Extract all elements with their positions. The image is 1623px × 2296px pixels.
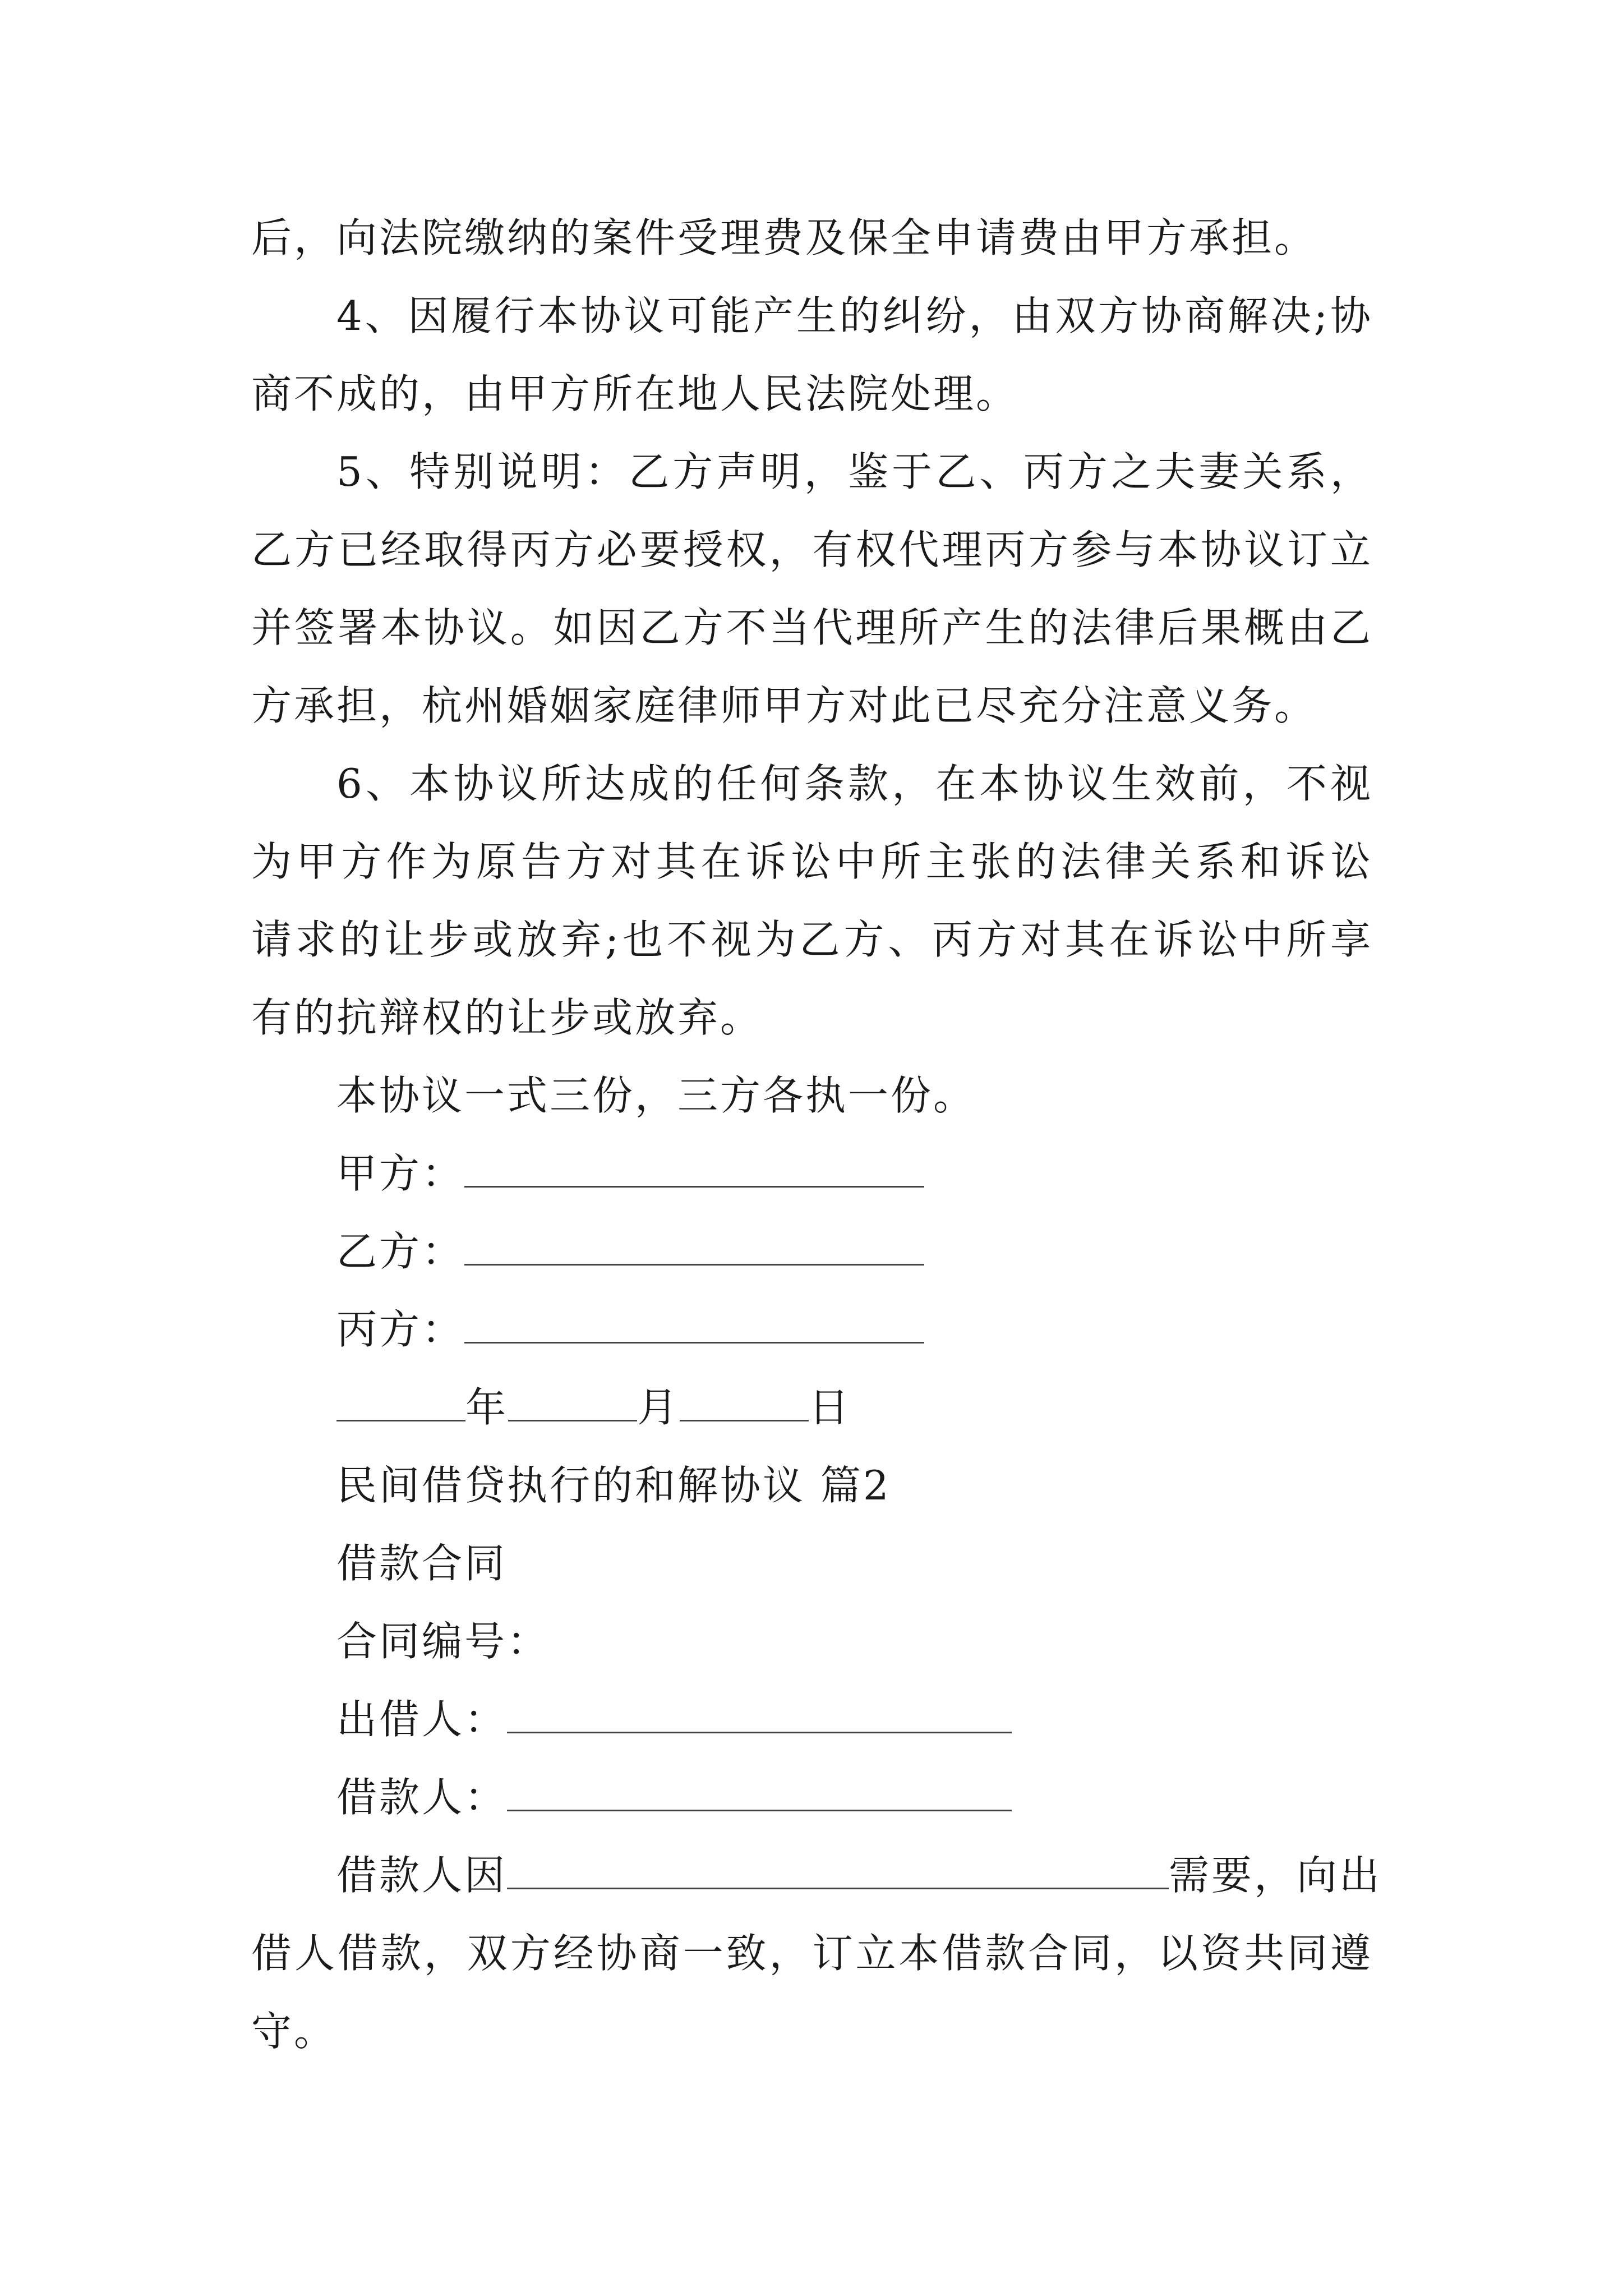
contract-title: 借款合同 bbox=[336, 1540, 508, 1587]
borrower-line bbox=[251, 1759, 1373, 1837]
day-blank bbox=[680, 1387, 809, 1421]
paragraph-line: 6、本协议所达成的任何条款，在本协议生效前，不视 bbox=[336, 760, 1373, 807]
paragraph-line: 乙方已经取得丙方必要授权，有权代理丙方参与本协议订立 bbox=[251, 526, 1373, 573]
reason-blank bbox=[507, 1855, 1169, 1889]
month-blank bbox=[508, 1387, 637, 1421]
year-blank bbox=[336, 1387, 465, 1421]
reason-line bbox=[251, 1837, 1382, 1915]
paragraph-line: 方承担，杭州婚姻家庭律师甲方对此已尽充分注意义务。 bbox=[251, 682, 1317, 729]
signature-party-a bbox=[251, 1135, 1373, 1213]
lender-label: 出借人： bbox=[336, 1696, 508, 1743]
month-label: 月 bbox=[637, 1384, 680, 1431]
reason-suffix: 需要，向出 bbox=[1169, 1852, 1382, 1899]
paragraph-line: 借人借款，双方经协商一致，订立本借款合同，以资共同遵 bbox=[251, 1930, 1373, 1977]
day-label: 日 bbox=[809, 1384, 852, 1431]
signature-party-c bbox=[251, 1291, 1373, 1369]
paragraph-line: 4、因履行本协议可能产生的纠纷，由双方协商解决;协 bbox=[336, 292, 1373, 339]
section-heading: 民间借贷执行的和解协议 篇2 bbox=[336, 1462, 891, 1509]
paragraph-line: 本协议一式三份，三方各执一份。 bbox=[336, 1072, 976, 1119]
lender-line bbox=[251, 1681, 1373, 1759]
date-line bbox=[251, 1369, 1373, 1447]
year-label: 年 bbox=[465, 1384, 509, 1431]
signature-party-b bbox=[251, 1213, 1373, 1291]
paragraph-line: 为甲方作为原告方对其在诉讼中所主张的法律关系和诉讼 bbox=[251, 838, 1373, 885]
party-a-signature-blank bbox=[464, 1153, 924, 1188]
borrower-label: 借款人： bbox=[336, 1774, 508, 1821]
party-c-label: 丙方： bbox=[336, 1306, 465, 1353]
paragraph-line: 守。 bbox=[251, 2008, 337, 2055]
paragraph-line: 请求的让步或放弃;也不视为乙方、丙方对其在诉讼中所享 bbox=[251, 916, 1373, 963]
paragraph-line: 商不成的，由甲方所在地人民法院处理。 bbox=[251, 370, 1019, 417]
party-a-label: 甲方： bbox=[336, 1150, 465, 1197]
document-body bbox=[251, 199, 1382, 2070]
lender-blank bbox=[507, 1699, 1012, 1733]
party-b-signature-blank bbox=[464, 1231, 924, 1266]
contract-number: 合同编号： bbox=[336, 1618, 550, 1665]
paragraph-line: 5、特别说明：乙方声明，鉴于乙、丙方之夫妻关系， bbox=[336, 448, 1373, 495]
party-c-signature-blank bbox=[464, 1309, 924, 1343]
party-b-label: 乙方： bbox=[336, 1228, 465, 1275]
paragraph-line: 并签署本协议。如因乙方不当代理所产生的法律后果概由乙 bbox=[251, 604, 1373, 651]
borrower-blank bbox=[507, 1777, 1012, 1811]
reason-prefix: 借款人因 bbox=[336, 1852, 508, 1899]
paragraph-line: 有的抗辩权的让步或放弃。 bbox=[251, 994, 763, 1041]
paragraph-line: 后，向法院缴纳的案件受理费及保全申请费由甲方承担。 bbox=[251, 214, 1317, 261]
